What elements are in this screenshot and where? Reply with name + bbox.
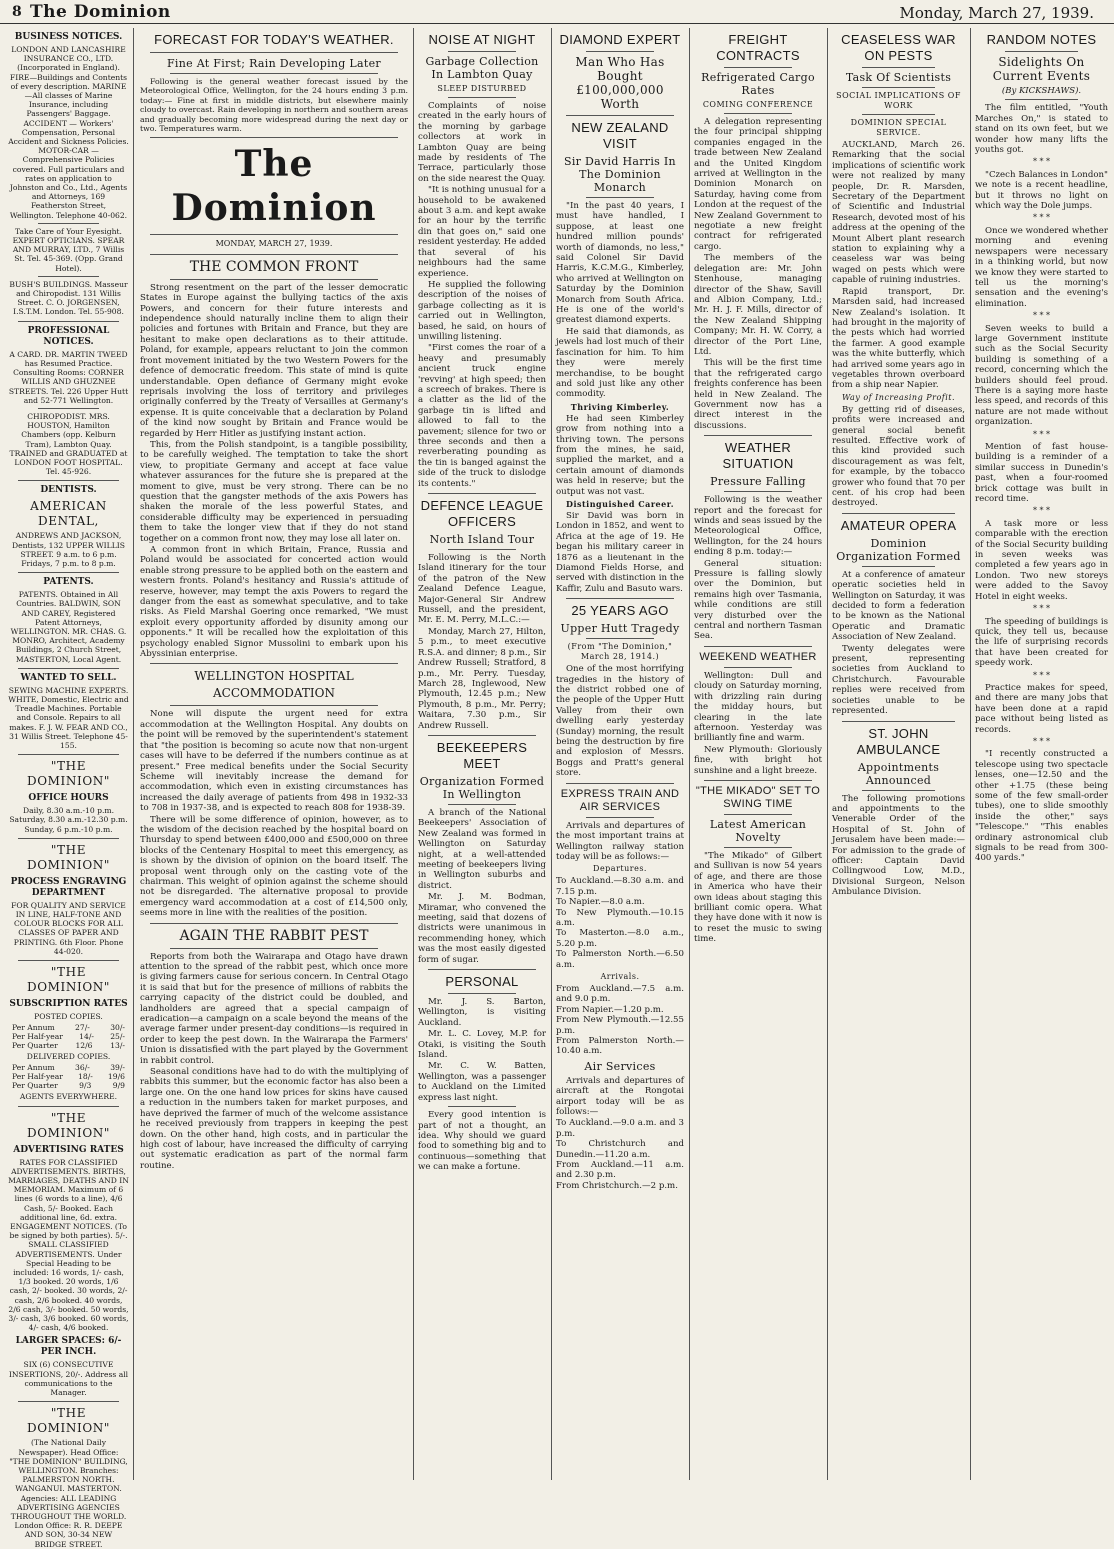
article-subheading: SOCIAL IMPLICATIONS OF WORK <box>836 91 961 110</box>
article-subheading: Dominion Organization Formed <box>836 536 961 563</box>
timetable-row: To New Plymouth.—10.15 a.m. <box>556 907 684 928</box>
article-paragraph: General situation: Pressure is falling slowly over the Dominion, but remains high over Tasmania, while conditions are still very disturbed over the central and northern Tasman Sea. <box>694 558 822 642</box>
article-paragraph: Mr. J. M. Bodman, Miramar, who convened the meeting, said that dozens of districts were unanimous in recommending honey, which was the most easily digested form of sugar. <box>418 892 546 965</box>
article-subheading: Garbage Collection In Lambton Quay <box>425 55 539 81</box>
article-paragraph: He supplied the following description of the noises of garbage collecting as it is carried out in Wellington, based, he said, on hours of unwilling listening. <box>418 279 546 342</box>
timetable-row: From Auckland.—7.5 a.m. and 9.0 p.m. <box>556 983 684 1005</box>
forecast-heading: FORECAST FOR TODAY'S WEATHER. <box>154 32 394 47</box>
column-news-6 <box>832 28 965 1480</box>
article-paragraph: Every good intention is part of not a thought, an idea. Why should we guard food to something big and to continuous—something that we can make a fortune. <box>418 1110 546 1173</box>
engraving-title: "THE DOMINION" <box>27 842 110 872</box>
column-rule <box>970 28 971 1480</box>
article-heading: NOISE AT NIGHT <box>428 32 536 47</box>
timetable-heading: Arrivals. <box>600 971 640 981</box>
ad-masseur: BUSH'S BUILDINGS. Masseur and Chiropodist. 131 Willis Street. C. O. JORGENSEN, I.S.T.M. London. Tel. 55-908. <box>9 279 128 317</box>
column-rule <box>689 28 690 1480</box>
article-paragraph: Practice makes for speed, and there are many jobs that have been done at a rapid pace without being listed as records. <box>975 682 1108 735</box>
ad-opticians: Take Care of Your Eyesight. EXPERT OPTICIANS. SPEAR AND MURRAY, LTD., 7 Willis St. Tel. 45-369. (Opp. Grand Hotel). <box>12 226 125 273</box>
page-number: 8 <box>12 4 22 20</box>
column-rule <box>827 28 828 1480</box>
article-subheading: Organization Formed In Wellington <box>419 774 545 801</box>
article-heading: EXPRESS TRAIN AND AIR SERVICES <box>560 787 680 813</box>
article-paragraph: Mr. C. W. Batten, Wellington, was a passenger to Auckland on the Limited express last night. <box>418 1061 546 1103</box>
article-crosshead: Thriving Kimberley. <box>570 401 670 412</box>
article-source: (From "The Dominion," March 28, 1914.) <box>567 642 673 662</box>
column-rule <box>133 28 134 1480</box>
section-heading: PROFESSIONAL NOTICES. <box>27 325 110 347</box>
editorial-paragraph: This, from the Polish standpoint, is a tangible possibility, to be carefully weighed. The temptation to take the short view, to propitiate Germany and accept at face value whatever assurances for the future she is prepared at the moment to give, must be very strong. There can be no question that the gangster methods of the axis Powers has shaken the morale of the less powerful States, and considerable difficulty may be experienced in persuading them to take the longer view that if they do not stand together on a common front now, they may lose all later on. <box>140 439 408 544</box>
advertising-larger: LARGER SPACES: 6/- PER INCH. <box>15 1336 122 1358</box>
forecast-subheading: Fine At First; Rain Developing Later <box>166 57 381 70</box>
editorial-paragraph: None will dispute the urgent need for extra accommodation at the Wellington Hospital. Any doubts on the point will be removed by the superintendent's statement that "the position is becoming so acute now that non-urgent cases will have to be deferred if the numbers continue as at present." Free medical benefits under the Social Security Scheme will inevitably increase the demand for accommodation, which even in existing circumstances has increased the daily average of patients from 498 in 1932-33 to 708 in 1937-38, and is expected to reach 808 for 1938-39. <box>140 709 408 814</box>
editorial-paragraph: A common front in which Britain, France, Russia and Poland would be associated for concerted action would enable strong pressure to be applied both on the eastern and western fronts. Poland's hesitancy and Russia's attitude of reserve, however, may tempt the axis Powers to regard the danger from the east as somewhat speculative, and to take risks. As Field Marshal Goering once remarked, "We must exploit every opportunity afforded by disunity among our opponents." It will be recalled how the exploitation of this psychology enabled Signor Mussolini to embark upon his Abyssinian enterprise. <box>140 545 408 660</box>
article-paragraph: Seven weeks to build a large Government institute such as the Social Security building is something of a record, concerning which the builders should feel proud. There is a saying more haste less speed, and records of this nature are not made without organization. <box>975 323 1108 428</box>
editorial-heading-common-front: THE COMMON FRONT <box>189 258 359 275</box>
article-crosshead: Way of Increasing Profit. <box>841 392 956 402</box>
column-rule <box>413 28 414 1480</box>
article-paragraph: Arrivals and departures of aircraft at the Rongotai airport today will be as follows:— <box>556 1075 684 1118</box>
article-paragraph: The following promotions and appointments to the Venerable Order of the Hospital of St. John of Jerusalem have been made:— For admission to the grade of officer: Captain David Collingwood Low, M.D., Divisional Surgeon, Nelson Ambulance Division. <box>832 793 965 898</box>
article-heading: DIAMOND EXPERT <box>559 32 681 47</box>
column-random-notes: RANDOM NOTES Sidelights On Current Events (By KICKSHAWS). The film entitled, "Youth Marches On," is stated to stand on its own feet, but we wonder how many lifts the youths got. * * * "Czech Balances in London" we note is a recent headline, but it throws no light on which way the Dole jumps. * * * Once we wondered whether morning and evening newspapers were necessary in a thinking world, but now we know they were started to tell us the morning's sensation and the evening's elimination. * * * Seven weeks to build a large Government institute such as the Social Security building is something of a record, concerning which the builders should feel proud. There is a saying more haste less speed, and records of this nature are not made without organization. * * * Mention of fast house-building is a reminder of a similar success in Dunedin's past, when a four-roomed brick cottage was built in record time. * * * A task more or less comparable with the erection of the Social Security building in seven weeks was completed a few years ago in London. Two new storeys were added to the Savoy Hotel in eight weeks. * * * The speeding of buildings is quick, they tell us, because the life of surprising records that have been created for speedy work. * * * Practice makes for speed, and there are many jobs that have been done at a rapid pace without being listed as records. * * * "I recently constructed a telescope using two spectacle lenses, one—12.50 and the other +1.75 (these being some of the few small-order tubes), one to slide smoothly inside the other," says "Telescope." "This enables ordinary astronomical club signals to be read from 300-400 yards." <box>975 32 1108 864</box>
ad-chiropodist: CHIROPODIST. MRS. HOUSTON, Hamilton Chambers (opp. Kelburn Tram), Lambton Quay. TRAINED and GRADUATED at LONDON FOOT HOSPITAL. Tel. 45-926. <box>9 411 128 477</box>
ad-sewing: SEWING MACHINE EXPERTS. WHITE, Domestic, Electric and Treadle Machines. Portable and Console. Repairs to all makes. F. J. W. FEAR AND CO., 31 Willis Street. Telephone 45-155. <box>8 685 129 750</box>
article-heading: "THE MIKADO" SET TO SWING TIME <box>695 784 821 810</box>
timetable-row: To Masterton.—8.0 a.m., 5.20 p.m. <box>556 928 684 949</box>
article-heading: ST. JOHN AMBULANCE <box>856 725 941 757</box>
article-byline: (By KICKSHAWS). <box>1001 86 1082 96</box>
subscription-posted: POSTED COPIES. <box>34 1012 103 1022</box>
article-paragraph: The speeding of buildings is quick, they tell us, because the life of surprising records that have been created for speedy work. <box>975 616 1108 669</box>
article-paragraph: Rapid transport, Dr. Marsden said, had increased New Zealand's isolation. It had brought in the majority of the pests which had worried the farmer. A good example was the white butterfly, which had arrived some years ago in vegetables thrown overboard from a ship near Napier. <box>832 286 965 391</box>
article-paragraph: A task more or less comparable with the erection of the Social Security building in seven weeks was completed a few years ago in London. Two new storeys were added to the Savoy Hotel in eight weeks. <box>975 518 1108 602</box>
article-heading: FREIGHT CONTRACTS <box>716 32 800 63</box>
article-paragraph: "First comes the roar of a heavy and presumably ancient truck engine 'revving' at high speed; then a screech of brakes. There is a clatter as the lid of the garbage tin is lifted and allowed to fall to the pavement; silence for two or three seconds and then a reverberating pounding as the tin is banged against the side of the truck to dislodge its contents." <box>418 343 546 489</box>
column-news-4 <box>556 28 684 1480</box>
article-paragraph: Mention of fast house-building is a reminder of a similar success in Dunedin's past, when a four-roomed brick cottage was built in record time. <box>975 442 1108 505</box>
timetable-row: From Auckland.—11 a.m. and 2.30 p.m. <box>556 1160 684 1181</box>
masthead <box>0 0 1114 24</box>
article-paragraph: Mr. J. S. Barton, Wellington, is visiting Auckland. <box>418 997 546 1028</box>
rate-row: Per Half-year 14/- 25/- <box>12 1032 125 1042</box>
timetable-heading: Departures. <box>593 864 647 874</box>
ad-patents: PATENTS. Obtained in All Countries. BALDWIN, SON AND CAREY, Registered Patent Attorneys, WELLINGTON. MR. CHAS. G. MONRO, Architect, Academy Buildings, 2 Church Street, MASTERTON, Local Agent. <box>10 590 127 664</box>
article-credit: DOMINION SPECIAL SERVICE. <box>850 118 947 137</box>
timetable-row: To Auckland.—9.0 a.m. and 3 p.m. <box>556 1118 684 1139</box>
article-subheading: Task Of Scientists <box>845 71 952 84</box>
editorial-heading-hospital: WELLINGTON HOSPITAL ACCOMMODATION <box>194 669 354 701</box>
editorial-paragraph: Seasonal conditions have had to do with the multiplying of rabbits this summer, but the economic factor has also been a large one. On the one hand low prices for skins have caused a reduction in the numbers taken for market purposes, and have deprived the farmer of much of the welcome assistance he received previously from trappers in keeping the pest down. On the other hand, high costs, and in particular the high cost of labour, have increased the difficulty of carrying out systematic eradication as part of the normal farm routine. <box>140 1067 408 1171</box>
rate-row: Per Quarter 9/3 9/9 <box>12 1081 125 1091</box>
column-rule <box>551 28 552 1480</box>
article-paragraph: AUCKLAND, March 26. Remarking that the social implications of scientific work were not realized by many people, Dr. R. Marsden, Secretary of the Department of Scientific and Industrial Research, devoted most of his address at the opening of the Mount Albert plant research station to explaining why a ceaseless war was being waged on pests which were capable of ruining industries. <box>832 140 965 286</box>
timetable-row: To Christchurch and Dunedin.—11.20 a.m. <box>556 1139 684 1160</box>
article-paragraph: Sir David was born in London in 1852, and went to Africa at the age of 19. He began his military career in 1876 as a lieutenant in the Diamond Fields Horse, and served with distinction in the Kaffir, Zulu and Basuto wars. <box>556 510 684 594</box>
rate-row: Per Half-year 18/- 19/6 <box>12 1072 125 1082</box>
article-paragraph: Arrivals and departures of the most important trains at Wellington railway station today will be as follows:— <box>556 820 684 862</box>
advertising-body: RATES FOR CLASSIFIED ADVERTISEMENTS. BIRTHS, MARRIAGES, DEATHS AND IN MEMORIAM. Maximum of 6 lines (6 words to a line), 4/6 Cash, 5/- Booked. Each additional line, 6d. extra. ENGAGEMENT NOTICES. (To be signed by both parties). 5/-. SMALL CLASSIFIED ADVERTISEMENTS. Under Special Heading to be included: 16 words, 1/- cash, 1/3 booked. 20 words, 1/6 cash, 2/- booked. 30 words, 2/- cash, 2/6 booked. 40 words, 2/6 cash, 3/- booked. 50 words, 3/- cash, 3/6 booked. 60 words, 4/- cash, 4/6 booked. <box>8 1157 129 1333</box>
article-paragraph: "Czech Balances in London" we note is a recent headline, but it throws no light on which way the Dole jumps. <box>975 169 1108 212</box>
column-news-5 <box>694 28 822 1480</box>
article-paragraph: Complaints of noise created in the early hours of the morning by garbage collectors at work in Lambton Quay are being made by residents of The Terrace, particularly those on the side nearest the Quay. <box>418 101 546 184</box>
editorial-paragraph: There will be some difference of opinion, however, as to the wisdom of the decision reached by the hospital board on Thursday to spend between £400,000 and £500,000 on three blocks of the Centenary Hospital to meet this emergency, as is shown by the division of opinion on the board itself. The proposal went through only on the casting vote of the chairman. This weight of opinion against the scheme should not be disregarded. The alternative proposal to provide emergency ward accommodation at a cost of £14,500 only, seems more in line with the realities of the position. <box>140 814 408 919</box>
article-paragraph: Following is the weather report and the forecast for winds and seas issued by the Meteorological Office, Wellington, for the 24 hours ending 8 p.m. today:— <box>694 495 822 558</box>
paper-banner: The Dominion <box>171 143 377 230</box>
article-subheading: Man Who Has Bought £100,000,000 Worth <box>575 55 665 111</box>
article-paragraph: "In the past 40 years, I must have handled, I suppose, at least one hundred million pounds' worth of diamonds, no less," said Colonel Sir David Harris, K.C.M.G., Kimberley, who arrived at Wellington on Saturday by the Dominion Monarch from South Africa. He is one of the world's greatest diamond experts. <box>556 201 684 326</box>
office-hours: Daily, 8.30 a.m.-10 p.m. Saturday, 8.30 a.m.-12.30 p.m. Sunday, 6 p.m.-10 p.m. <box>9 806 128 834</box>
timetable-row: To Napier.—8.0 a.m. <box>556 897 645 908</box>
article-paragraph: By getting rid of diseases, profits were increased and general social benefit resulted. Effective work of this kind provided such discouragement as was felt, for example, by the tobacco grower who found that 70 per cent. of his crop had been destroyed. <box>832 404 965 509</box>
office-subtitle: OFFICE HOURS <box>28 793 109 804</box>
subscription-delivered: DELIVERED COPIES. <box>26 1052 111 1062</box>
article-subheading: Latest American Novelty <box>709 817 807 844</box>
section-heading: PATENTS. <box>43 577 94 588</box>
national-body: (The National Daily Newspaper). Head Office: "THE DOMINION" BUILDING, WELLINGTON. Branches: PALMERSTON NORTH. WANGANUI. MASTERTON. Agencies: ALL LEADING ADVERTISING AGENCIES THROUGHOUT THE WORLD. London Office: R. R. DEEPE AND SON, 30-34 NEW BRIDGE STREET. <box>9 1438 128 1549</box>
article-subheading: North Island Tour <box>429 533 535 547</box>
rate-row: Per Annum 36/- 39/- <box>12 1063 125 1073</box>
article-paragraph: A delegation representing the four principal shipping companies engaged in the trade between New Zealand and the United Kingdom arrived at Wellington in the Dominion Monarch on Saturday, having come from London at the request of the New Zealand Government to negotiate a new freight contract for refrigerated cargo. <box>694 117 822 252</box>
article-paragraph: A branch of the National Beekeepers' Association of New Zealand was formed in Wellington on Saturday night, at a well-attended meeting of beekeepers living in Wellington suburbs and district. <box>418 807 546 891</box>
editorial-paragraph: Strong resentment on the part of the lesser democratic States in Europe against the bullying tactics of the axis Powers, and concern for their future interests and independence should naturally incline them to align their policies and fortunes with Britain and France, but they are hesitant to make open declarations as to their attitude. Poland, for example, appears reluctant to join the common front movement initiated by the two Western Powers for the defence of democratic freedom. This state of mind is quite understandable. Open defiance of Germany might evoke reprisals involving the loss of territory and privileges originally conferred by the Treaty of Versailles at Germany's expense. It is quite conceivable that a declaration by Poland of the kind now sought by Britain and France would be regarded by Herr Hitler as justifying instant action. <box>140 282 408 439</box>
editorial-heading-rabbit: AGAIN THE RABBIT PEST <box>179 927 369 944</box>
timetable-row: From New Plymouth.—12.55 p.m. <box>556 1015 684 1036</box>
timetable-row: To Auckland.—8.30 a.m. and 7.15 p.m. <box>556 876 684 897</box>
issue-date: Monday, March 27, 1939. <box>899 4 1094 22</box>
subscription-agents: AGENTS EVERYWHERE. <box>19 1092 118 1102</box>
article-subheading: Refrigerated Cargo Rates <box>701 71 815 97</box>
office-title: "THE DOMINION" <box>27 759 110 789</box>
column-editorial <box>140 28 408 1480</box>
article-paragraph: "It is nothing unusual for a household to be awakened about 3 a.m. and kept awake for an hour by the terrific din that goes on," said one resident yesterday. He added that several of his neighbours had the same experience. <box>418 185 546 279</box>
article-subheading: SLEEP DISTURBED <box>437 84 527 93</box>
article-paragraph: Mr. L. C. Lovey, M.P. for Otaki, is visiting the South Island. <box>418 1029 546 1061</box>
article-paragraph: Monday, March 27, Hilton, 5 p.m., to meet executive R.S.A. and dinner; 8 p.m., Sir Andrew Russell; Stratford, 8 p.m., Mr. Perry. Tuesday, March 28, Inglewood, New Plymouth, 12.45 p.m.; New Plymouth, 8 p.m., Mr. Perry; Waitara, 7.30 p.m., Sir Andrew Russell. <box>418 626 546 731</box>
article-subheading: Sidelights On Current Events <box>992 55 1091 83</box>
timetable-row: From Christchurch.—2 p.m. <box>556 1180 678 1191</box>
article-paragraph: "The Mikado" of Gilbert and Sullivan is now 54 years of age, and there are those in America who have their own ideas about staging this brilliant comic opera. What they have done with it now is to reset the music to swing time. <box>694 850 822 945</box>
article-subheading: Upper Hutt Tragedy <box>560 622 680 636</box>
editorial-dateline: MONDAY, MARCH 27, 1939. <box>215 239 333 249</box>
column-news-3 <box>418 28 546 1480</box>
article-paragraph: He said that diamonds, as jewels had lost much of their fascination for him. To him they were merely merchandise, to be bought and sold just like any other commodity. <box>556 326 684 400</box>
forecast-body: Following is the general weather forecast issued by the Meteorological Office, Wellington, for the 24 hours ending 3 p.m. today:— Fine at first in middle districts, but elsewhere mainly cloudy to overcast. Rain developing in northern and southern areas and gradually becoming more widespread during the next day or two. Temperatures warm. <box>140 77 408 134</box>
article-paragraph: He had seen Kimberley grow from nothing into a thriving town. The persons from the mines, he said, supplied the market, and a certain amount of diamonds was held in reserve; but the output was not vast. <box>556 413 684 497</box>
article-paragraph: "I recently constructed a telescope using two spectacle lenses, one—12.50 and the other +1.75 (these being some of the few small-order tubes), one to slide smoothly inside the other," says "Telescope." "This enables ordinary astronomical club signals to be read from 300-400 yards." <box>975 749 1108 864</box>
article-paragraph: Following is the North Island itinerary for the tour of the patron of the New Zealand Defence League, Major-General Sir Andrew Russell, and the president, Mr. E. M. Perry, M.L.C.:— <box>418 553 546 626</box>
article-subheading: COMING CONFERENCE <box>702 100 814 109</box>
section-heading: DENTISTS. <box>40 485 97 496</box>
article-paragraph: The film entitled, "Youth Marches On," is stated to stand on its own feet, but we wonder how many lifts the youths got. <box>975 103 1108 156</box>
advertising-title: "THE DOMINION" <box>27 1110 110 1140</box>
article-subheading: Sir David Harris In The Dominion Monarch <box>564 155 676 194</box>
article-paragraph: One of the most horrifying tragedies in the history of the district robbed one of the people of the Upper Hutt Valley from their own dwelling early yesterday (Sunday) morning, the result being the destruction by fire and explosion of Messrs. Boggs and Pratt's general store. <box>556 664 684 779</box>
article-heading: BEEKEEPERS MEET <box>436 739 528 771</box>
paper-name: The Dominion <box>30 2 171 22</box>
ad-dental: ANDREWS AND JACKSON, Dentists, 132 UPPER WILLIS STREET. 9 a.m. to 6 p.m. Fridays, 7 p.m. to 8 p.m. <box>12 531 125 568</box>
article-crosshead: Distinguished Career. <box>566 498 674 509</box>
article-heading: WEATHER SITUATION <box>722 440 794 472</box>
article-heading: PERSONAL <box>445 974 519 990</box>
section-heading: BUSINESS NOTICES. <box>14 32 123 42</box>
ad-doctor: A CARD. DR. MARTIN TWEED has Resumed Practice. Consulting Rooms: CORNER WILLIS AND GHUZNEE STREETS. Tel. 226 Upper Hutt and 52-771 Wellington. <box>8 349 129 405</box>
article-heading: AMATEUR OPERA <box>840 517 957 533</box>
article-paragraph: The members of the delegation are: Mr. John Stenhouse, managing director of the Shaw, Savill and Albion Company, Ltd.; Mr. H. J. F. Mills, director of the New Zealand Shipping Company; Mr. H. W. Corry, a director of the Port Line, Ltd. <box>694 253 822 357</box>
article-heading: WEEKEND WEATHER <box>699 650 817 663</box>
ad-dental-name: AMERICAN DENTAL, <box>30 499 107 529</box>
article-paragraph: Twenty delegates were present, representing societies from Auckland to Christchurch. Favourable replies were received from societies unable to be represented. <box>832 643 965 717</box>
article-heading: NEW ZEALAND VISIT <box>571 120 669 151</box>
article-heading: RANDOM NOTES <box>986 32 1097 47</box>
article-subheading: Pressure Falling <box>710 475 806 489</box>
ad-insurance: LONDON AND LANCASHIRE INSURANCE CO., LTD. (Incorporated in England). FIRE—Buildings and Contents of every description. MARINE—All classes of Marine Insurance, including Passengers' Baggage. ACCIDENT — Workers' Compensation, Personal Accident and Sickness Policies. MOTOR-CAR — Comprehensive Policies covered. Full particulars and rates on application to Johnston and Co., Ltd., Agents and Attorneys, 169 Featherston Street, Wellington. Telephone 40-062. <box>8 45 129 220</box>
article-paragraph: Wellington: Dull and cloudy on Saturday morning, with drizzling rain during the midday hours, but clearing in the late afternoon. Yesterday was brilliantly fine and warm. <box>694 670 822 744</box>
engraving-subtitle: PROCESS ENGRAVING DEPARTMENT <box>10 876 127 898</box>
rate-row: Per Quarter 12/6 13/- <box>12 1041 125 1051</box>
editorial-paragraph: Reports from both the Wairarapa and Otago have drawn attention to the spread of the rabbit pest, which once more is giving farmers cause for serious concern. In Central Otago it is said that but for the presence of millions of rabbits the carrying capacity of the district could be doubled, and landholders are agreed that a special campaign of eradication—a campaign on a scale beyond the means of the average farmer under present-day conditions—is required in order to keep the pest down. In the Wairarapa the Farmers' Union is dissatisfied with the part played by the Government in rabbit control. <box>140 951 408 1066</box>
timetable-row: From Palmerston North.—10.40 a.m. <box>556 1036 684 1057</box>
article-heading: CEASELESS WAR ON PESTS <box>841 32 956 63</box>
subscription-subtitle: SUBSCRIPTION RATES <box>9 999 128 1010</box>
advertising-subtitle: ADVERTISING RATES <box>13 1144 124 1155</box>
national-title: "THE DOMINION" <box>27 1406 110 1436</box>
article-heading: 25 YEARS AGO <box>571 603 669 619</box>
advertising-six: SIX (6) CONSECUTIVE INSERTIONS, 20/-. Address all communications to the Manager. <box>8 1360 129 1398</box>
timetable-row: From Napier.—1.20 p.m. <box>556 1004 664 1015</box>
article-paragraph: This will be the first time that the refrigerated cargo freights conference has been held in New Zealand. The Government now has a direct interest in the discussions. <box>694 358 822 431</box>
timetable-row: To Palmerston North.—6.50 a.m. <box>556 949 684 970</box>
article-paragraph: Once we wondered whether morning and evening newspapers were necessary in a thinking world, but now we know they were started to tell us the morning's sensation and the evening's elimination. <box>975 225 1108 309</box>
article-paragraph: At a conference of amateur operatic societies held in Wellington on Saturday, it was decided to form a federation to be known as the National Operatic and Dramatic Association of New Zealand. <box>832 569 965 643</box>
article-paragraph: New Plymouth: Gloriously fine, with bright hot sunshine and a light breeze. <box>694 744 822 776</box>
subscription-title: "THE DOMINION" <box>27 965 110 995</box>
article-subheading: Appointments Announced <box>857 760 940 787</box>
engraving-body: FOR QUALITY AND SERVICE IN LINE, HALF-TONE AND COLOUR BLOCKS FOR ALL CLASSES OF PAPER AND PRINTING. 6th Floor. Phone 44-020. <box>11 900 126 956</box>
column-business-notices <box>8 28 129 1549</box>
article-heading: DEFENCE LEAGUE OFFICERS <box>420 498 544 530</box>
rate-row: Per Annum 27/- 30/- <box>12 1023 125 1033</box>
section-heading: WANTED TO SELL. <box>20 672 117 683</box>
article-subheading: Air Services <box>584 1059 656 1073</box>
